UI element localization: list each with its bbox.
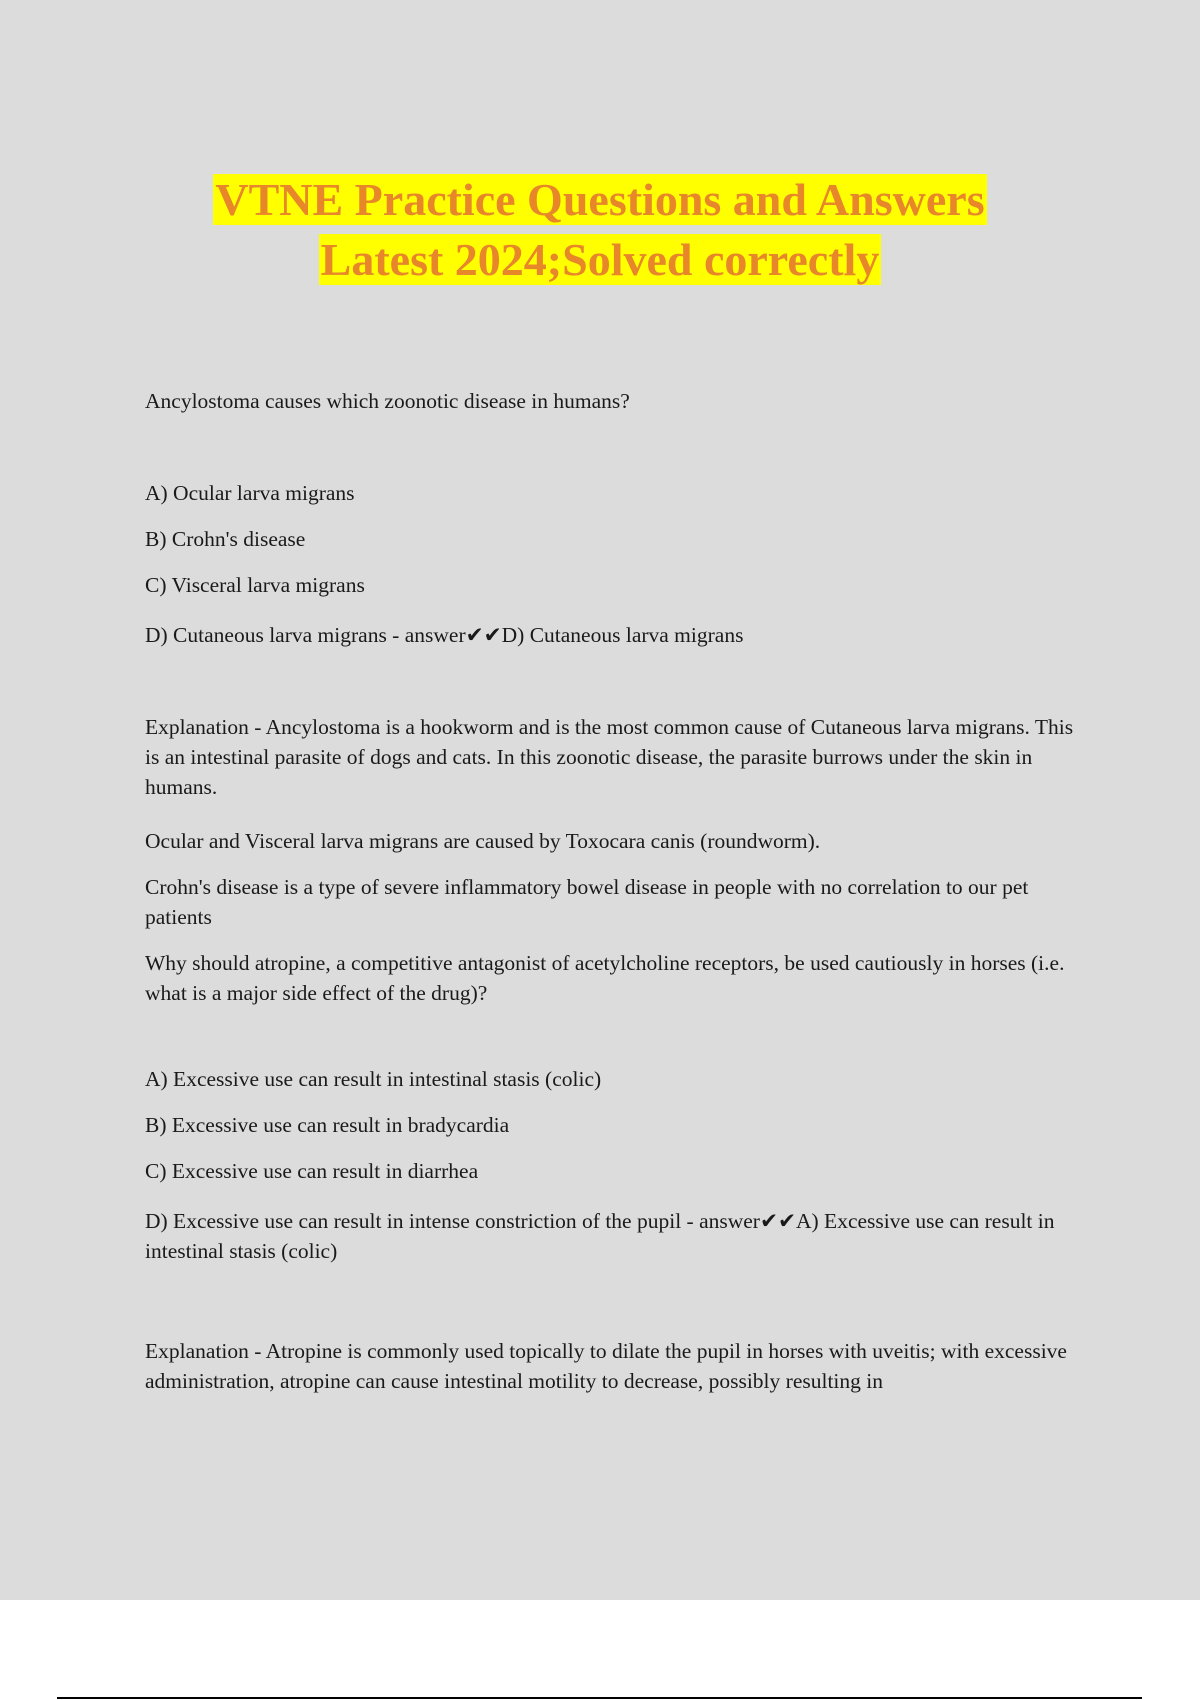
- question-2-option-c: C) Excessive use can result in diarrhea: [145, 1159, 479, 1183]
- question-1-explanation-crohns: Crohn's disease is a type of severe inflammatory bowel disease in people with no correlation to our pet patients: [145, 875, 1029, 929]
- question-1-explanation: Explanation - Ancylostoma is a hookworm and is the most common cause of Cutaneous larva migrans. This is an intestinal parasite of dogs and cats. In this zoonotic disease, the parasite burrows under the skin in humans.: [145, 715, 1074, 799]
- question-1-option-c: C) Visceral larva migrans: [145, 573, 365, 597]
- footer-rule: [57, 1697, 1142, 1699]
- question-2-text: Why should atropine, a competitive antagonist of acetylcholine receptors, be used cautiously in horses (i.e. what is a major side effect of the drug)?: [145, 951, 1065, 1005]
- question-2-option-a: A) Excessive use can result in intestinal stasis (colic): [145, 1067, 602, 1091]
- question-1-option-a: A) Ocular larva migrans: [145, 481, 355, 505]
- question-1-text: Ancylostoma causes which zoonotic disease in humans?: [145, 389, 630, 413]
- title-line-1: VTNE Practice Questions and Answers: [215, 174, 985, 225]
- question-1-option-d-answer: D) Cutaneous larva migrans - answer✔✔D) Cutaneous larva migrans: [145, 623, 744, 647]
- question-2-option-d-answer: D) Excessive use can result in intense constriction of the pupil - answer✔✔A) Excessive use can result in intestinal stasis (colic): [145, 1209, 1055, 1263]
- page-footer: [0, 1600, 1200, 1700]
- question-1-option-b: B) Crohn's disease: [145, 527, 306, 551]
- document-title: [0, 170, 1200, 290]
- question-2-explanation: Explanation - Atropine is commonly used topically to dilate the pupil in horses with uveitis; with excessive administration, atropine can cause intestinal motility to decrease, possibly resulting in: [145, 1339, 1067, 1393]
- title-line-2: Latest 2024;Solved correctly: [320, 234, 880, 285]
- question-2-option-b: B) Excessive use can result in bradycardia: [145, 1113, 510, 1137]
- question-1-explanation-ocular: Ocular and Visceral larva migrans are caused by Toxocara canis (roundworm).: [145, 829, 821, 853]
